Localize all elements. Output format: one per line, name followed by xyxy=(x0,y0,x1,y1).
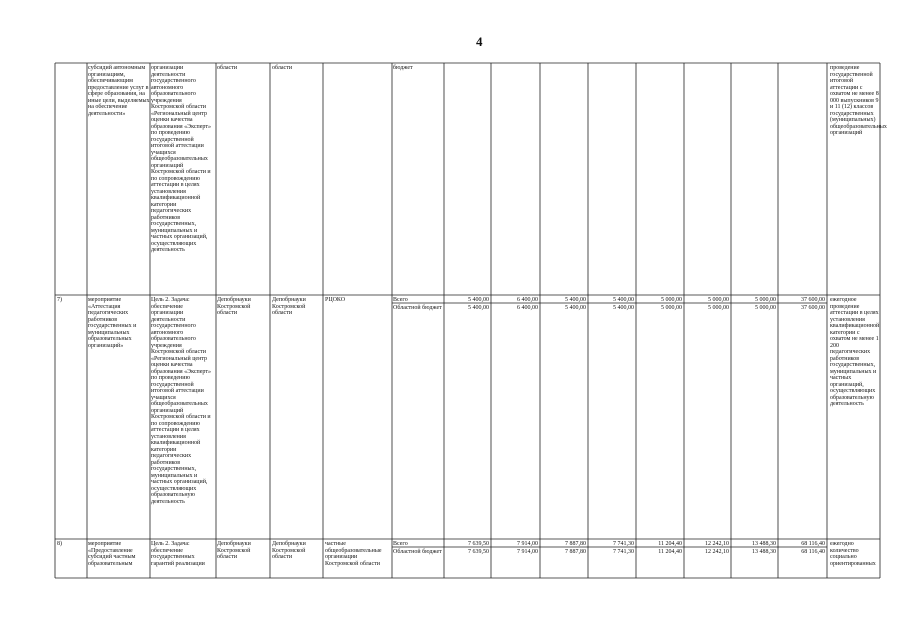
row7-line1-val6: 5 000,00 xyxy=(708,297,729,303)
row7-number: 7) xyxy=(57,297,62,303)
row7-line1-val3: 5 400,00 xyxy=(565,297,586,303)
row7-line2-val3: 5 400,00 xyxy=(565,305,586,311)
top-row-result: проведение государственной итоговой аттестации с охватом не менее 8 000 выпускников 9 и 11 (12) классов государственных (муниципальных) общеобразовательных организаций xyxy=(830,65,889,136)
row7-goal: Цель 2. Задача: обеспечение организации деятельности государственного автономного образовательного учреждения Костромской области «Региональный центр оценки качества образования «Эксперт» по проведению государственной итоговой аттестации учащихся общеобразовательных организаций Костромской области и по сопровождению аттестации в целях установления квалификационной категории педагогических работников государственных, муниципальных и частных организаций, осуществляющих образовательную деятельность xyxy=(151,297,213,505)
row8-line1-label: Всего xyxy=(393,541,408,547)
row8-line1-val5: 11 204,40 xyxy=(658,541,682,547)
row8-result: ежегодно количество социально ориентированных xyxy=(830,541,876,567)
top-row-col1: субсидий автономным организациям, обеспечивающим предоставление услуг в сфере образования, на иные цели, выделяемых на обеспечение деятельности» xyxy=(88,65,152,117)
row7-line2-val7: 5 000,00 xyxy=(755,305,776,311)
row8-goal: Цель 2. Задача: обеспечение государственных гарантий реализации xyxy=(151,541,205,567)
row8-line2-val1: 7 639,50 xyxy=(468,549,489,555)
row8-line1-total: 68 116,40 xyxy=(801,541,825,547)
row8-line1-val2: 7 914,00 xyxy=(517,541,538,547)
row7-executor: Депобрнауки Костромской области xyxy=(217,297,253,316)
row8-line1-val4: 7 741,30 xyxy=(613,541,634,547)
row8-line2-label: Областной бюджет xyxy=(393,549,442,555)
top-row-col3: области xyxy=(217,65,238,71)
row7-line1-label: Всего xyxy=(393,297,408,303)
row8-line2-val3: 7 887,80 xyxy=(565,549,586,555)
row7-line2-val5: 5 000,00 xyxy=(661,305,682,311)
row8-line2-val4: 7 741,30 xyxy=(613,549,634,555)
row8-participant: частные общеобразовательные организации Костромской области xyxy=(325,541,384,567)
row8-line2-val5: 11 204,40 xyxy=(658,549,682,555)
row8-line1-val3: 7 887,80 xyxy=(565,541,586,547)
row7-line1-val1: 5 400,00 xyxy=(468,297,489,303)
row7-line1-total: 37 600,00 xyxy=(801,297,825,303)
row7-line1-val5: 5 000,00 xyxy=(661,297,682,303)
row8-number: 8) xyxy=(57,541,62,547)
top-row-col4: области xyxy=(272,65,293,71)
top-row-col6: бюджет xyxy=(393,65,413,71)
row7-participant: РЦОКО xyxy=(325,297,346,303)
row7-line2-val1: 5 400,00 xyxy=(468,305,489,311)
row8-line1-val6: 12 242,10 xyxy=(705,541,729,547)
row7-line1-val7: 5 000,00 xyxy=(755,297,776,303)
page-number: 4 xyxy=(476,34,483,49)
row7-line2-total: 37 600,00 xyxy=(801,305,825,311)
row7-line1-val2: 6 400,00 xyxy=(517,297,538,303)
row8-line2-val6: 12 242,10 xyxy=(705,549,729,555)
row8-coexecutor: Депобрнауки Костромской области xyxy=(272,541,308,560)
row8-line1-val7: 13 488,30 xyxy=(752,541,776,547)
row7-activity: мероприятие «Аттестация педагогических работников государственных и муниципальных образовательных организаций» xyxy=(88,297,138,349)
row8-line2-val2: 7 914,00 xyxy=(517,549,538,555)
top-row-col2: организации деятельности государственного автономного образовательного учреждения Костромской области «Региональный центр оценки качества образования «Эксперт» по проведению государственной итоговой аттестации учащихся общеобразовательных организаций Костромской области и по сопровождению аттестации в целях установления квалификационной категории педагогических работников государственных, муниципальных и частных организаций, осуществляющих деятельность xyxy=(151,65,213,253)
row8-line2-total: 68 116,40 xyxy=(801,549,825,555)
row8-activity: мероприятие «Предоставление субсидий частным образовательным xyxy=(88,541,137,567)
row8-executor: Депобрнауки Костромской области xyxy=(217,541,253,560)
row8-line2-val7: 13 488,30 xyxy=(752,549,776,555)
row7-line2-val6: 5 000,00 xyxy=(708,305,729,311)
row7-coexecutor: Депобрнауки Костромской области xyxy=(272,297,308,316)
row7-result: ежегодное проведение аттестации в целях установления квалификационной категории с охватом не менее 1 200 педагогических работников государственных, муниципальных и частных организаций, осуществляющих образовательную деятельность xyxy=(830,297,881,407)
row7-line2-label: Областной бюджет xyxy=(393,305,442,311)
row7-line2-val4: 5 400,00 xyxy=(613,305,634,311)
row8-line1-val1: 7 639,50 xyxy=(468,541,489,547)
row7-line1-val4: 5 400,00 xyxy=(613,297,634,303)
row7-line2-val2: 6 400,00 xyxy=(517,305,538,311)
